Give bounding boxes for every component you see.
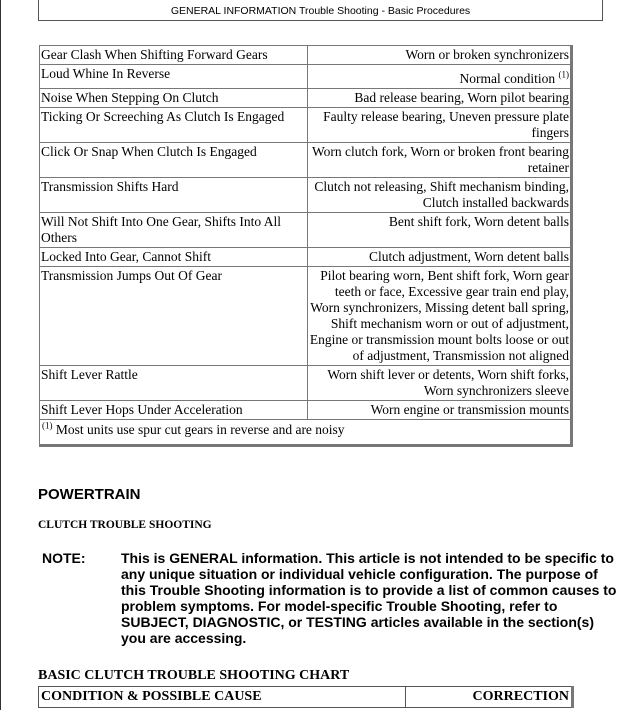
table-footnote-row [40,420,572,446]
condition-cell: Noise When Stepping On Clutch [40,89,308,108]
cause-cell [308,366,572,401]
table-row [40,366,572,401]
table-row [40,248,572,267]
chart-title: BASIC CLUTCH TROUBLE SHOOTING CHART [38,668,350,683]
condition-cell: Gear Clash When Shifting Forward Gears [40,46,308,65]
table-row [40,401,572,420]
clutch-chart-table [38,686,574,708]
note-text: This is GENERAL information. This article is not intended to be specific to any unique situation or individual vehicle configuration. The purpose of this Trouble Shooting information is to provide a list of common causes to problem symptoms. For model-specific Trouble Shooting, refer to SUBJECT, DIAGNOSTIC, or TESTING articles available in the section(s) you are accessing. [121,550,617,646]
footnote-ref: (1) [558,69,569,80]
table-row [40,178,572,213]
cause-cell [308,178,572,213]
subsection-title: CLUTCH TROUBLE SHOOTING [38,519,212,531]
cause-text: Faulty release bearing, Uneven pressure plate fingers [323,109,569,140]
section-title: POWERTRAIN [38,486,141,503]
condition-cell: Shift Lever Hops Under Acceleration [40,401,308,420]
cause-cell [308,401,572,420]
page-header: GENERAL INFORMATION Trouble Shooting - Basic Procedures [38,0,603,21]
cause-cell [308,143,572,178]
cause-text: Bent shift fork, Worn detent balls [388,214,569,229]
table-row [40,213,572,248]
trouble-table [39,45,573,447]
table-footnote [40,420,572,446]
condition-cell: Ticking Or Screeching As Clutch Is Engaged [40,108,308,143]
cause-cell [308,46,572,65]
table-row [40,65,572,89]
cause-text: Worn shift lever or detents, Worn shift forks, Worn synchronizers sleeve [327,367,569,398]
note-label: NOTE: [42,550,86,566]
condition-cell: Will Not Shift Into One Gear, Shifts Into All Others [40,213,308,248]
footnote-text: Most units use spur cut gears in reverse and are noisy [55,422,345,437]
condition-cell: Locked Into Gear, Cannot Shift [40,248,308,267]
cause-text: Clutch adjustment, Worn detent balls [368,249,569,264]
cause-cell [308,267,572,366]
footnote-marker: (1) [42,420,53,431]
condition-cell: Transmission Shifts Hard [40,178,308,213]
condition-cell: Loud Whine In Reverse [40,65,308,89]
cause-cell [308,89,572,108]
cause-text: Bad release bearing, Worn pilot bearing [354,90,569,105]
cause-text: Worn or broken synchronizers [405,47,569,62]
condition-cell: Transmission Jumps Out Of Gear [40,267,308,366]
table-row [40,108,572,143]
cause-cell [308,65,572,89]
chart-header-row [39,687,573,708]
column-header-correction: CORRECTION [406,687,573,708]
table-row [40,46,572,65]
cause-text: Worn engine or transmission mounts [370,402,569,417]
page-left-rule [0,0,1,710]
cause-text: Pilot bearing worn, Bent shift fork, Worn gear teeth or face, Excessive gear train end play, Worn synchronizers, Missing detent ball spring, Shift mechanism worn or out of adjustment, Engine or transmission mount bolts loose or out of adjustment, Transmission not aligned [309,268,569,363]
column-header-condition: CONDITION & POSSIBLE CAUSE [39,687,406,708]
table-row [40,143,572,178]
cause-text: Clutch not releasing, Shift mechanism binding, Clutch installed backwards [314,179,569,210]
cause-cell [308,213,572,248]
cause-cell [308,108,572,143]
cause-text: Worn clutch fork, Worn or broken front bearing retainer [311,144,569,175]
cause-cell [308,248,572,267]
condition-cell: Shift Lever Rattle [40,366,308,401]
condition-cell: Click Or Snap When Clutch Is Engaged [40,143,308,178]
table-row [40,267,572,366]
cause-text: Normal condition [459,71,556,86]
table-row [40,89,572,108]
